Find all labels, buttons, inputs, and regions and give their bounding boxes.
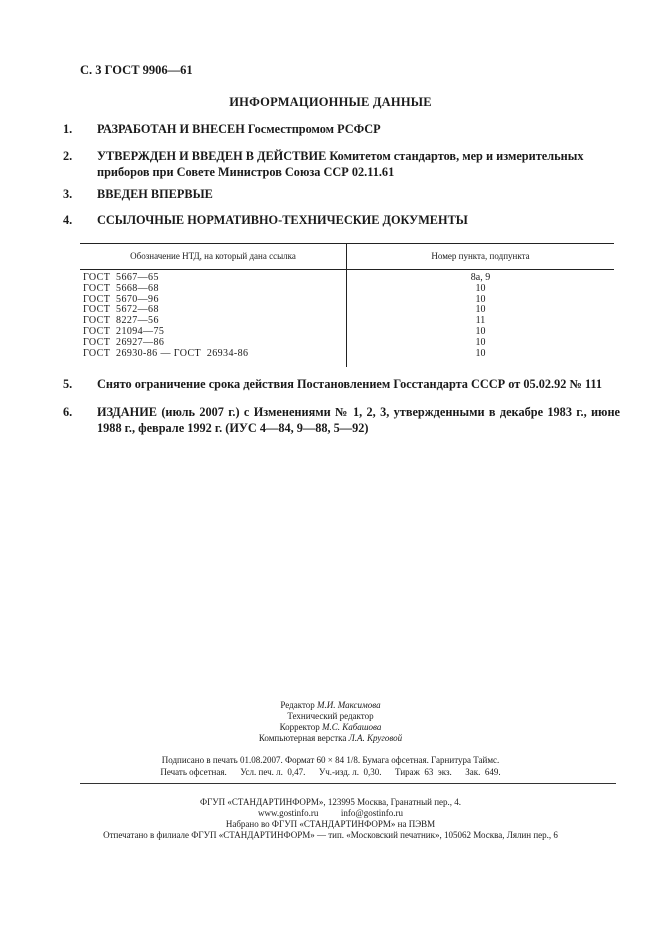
table-cell-clause: 10 (475, 325, 486, 337)
credit-line (0, 711, 661, 722)
credit-name: М.С. Кабашова (321, 722, 382, 732)
item-number: 5. (63, 377, 73, 391)
table-cell-designation: ГОСТ 5672—68 (83, 304, 159, 316)
item-text: Снято ограничение срока действия Постановлением Госстандарта СССР от 05.02.92 № 111 (97, 377, 602, 391)
table-top-rule (80, 243, 614, 244)
info-item-4 (63, 212, 620, 228)
credit-name: Л.А. Круговой (348, 733, 403, 743)
table-cell-clause: 11 (475, 315, 486, 327)
table-cell-designation: ГОСТ 5667—65 (83, 272, 159, 283)
info-item-1 (63, 121, 620, 137)
credit-role: Редактор (280, 700, 318, 710)
item-number: 6. (63, 405, 73, 419)
table-body (80, 273, 614, 359)
table-header-designation: Обозначение НТД, на который дана ссылка (130, 251, 296, 261)
footer-divider (80, 783, 616, 784)
table-cell-designation: ГОСТ 8227—56 (83, 315, 159, 327)
table-cell-designation: ГОСТ 26930-86 — ГОСТ 26934-86 (83, 347, 249, 359)
credit-line (0, 733, 661, 744)
table-header-clause: Номер пункта, подпункта (431, 251, 530, 261)
credit-role: Корректор (279, 722, 322, 732)
table-cell-clause: 10 (475, 347, 486, 359)
publishing-details (0, 754, 661, 778)
item-heading: ИЗДАНИЕ (97, 405, 157, 419)
item-heading: ВВЕДЕН ВПЕРВЫЕ (97, 187, 213, 201)
item-number: 4. (63, 213, 73, 227)
publishing-line: Печать офсетная. Усл. печ. л. 0,47. Уч.-изд. л. 0,30. Тираж 63 экз. Зак. 649. (160, 767, 501, 777)
table-row (80, 305, 614, 316)
footer-line: www.gostinfo.ru info@gostinfo.ru (258, 808, 403, 818)
item-number: 3. (63, 187, 73, 201)
credit-role: Компьютерная верстка (258, 733, 349, 743)
section-title: ИНФОРМАЦИОННЫЕ ДАННЫЕ (229, 95, 432, 109)
credit-line (0, 722, 661, 733)
item-number: 1. (63, 122, 73, 136)
item-heading: ССЫЛОЧНЫЕ НОРМАТИВНО-ТЕХНИЧЕСКИЕ ДОКУМЕНТЫ (97, 213, 468, 227)
credit-line (0, 700, 661, 711)
credit-name: М.И. Максимова (317, 700, 381, 710)
table-cell-clause: 8а, 9 (470, 272, 491, 283)
info-item-2 (63, 148, 620, 180)
footer-line: Набрано во ФГУП «СТАНДАРТИНФОРМ» на ПЭВМ (225, 819, 436, 829)
table-row (80, 295, 614, 306)
table-row (80, 349, 614, 360)
item-text: (июль 2007 г.) с Изменениями № 1, 2, 3, утвержденными в декабре 1983 г., июне 1988 г., феврале 1992 г. (ИУС 4—84, 9—88, 5—92) (97, 405, 620, 435)
editorial-credits (0, 700, 661, 744)
table-row (80, 338, 614, 349)
footer-line: ФГУП «СТАНДАРТИНФОРМ», 123995 Москва, Гранатный пер., 4. (199, 797, 462, 807)
info-item-5 (63, 376, 620, 392)
info-item-3 (63, 186, 620, 202)
footer-line: Отпечатано в филиале ФГУП «СТАНДАРТИНФОРМ» — тип. «Московский печатник», 105062 Москва, Лялин пер., 6 (103, 830, 558, 840)
credit-role: Технический редактор (287, 711, 374, 721)
item-heading: РАЗРАБОТАН И ВНЕСЕН (97, 122, 245, 136)
info-item-6 (63, 404, 620, 436)
table-row (80, 284, 614, 295)
reference-documents-table (80, 243, 614, 367)
table-cell-clause: 10 (475, 282, 486, 294)
table-cell-designation: ГОСТ 5670—96 (83, 293, 159, 305)
item-heading: УТВЕРЖДЕН И ВВЕДЕН В ДЕЙСТВИЕ (97, 149, 327, 163)
publishing-line: Подписано в печать 01.08.2007. Формат 60 × 84 1/8. Бумага офсетная. Гарнитура Таймс. (161, 755, 500, 765)
item-number: 2. (63, 149, 73, 163)
table-cell-clause: 10 (475, 293, 486, 305)
table-cell-clause: 10 (475, 304, 486, 316)
item-text: Комитетом стандартов, мер и измерительных приборов при Совете Министров Союза ССР 02.11.61 (97, 149, 584, 179)
table-cell-designation: ГОСТ 26927—86 (83, 336, 165, 348)
table-cell-designation: ГОСТ 21094—75 (83, 325, 165, 337)
table-header-rule (80, 269, 614, 270)
table-cell-designation: ГОСТ 5668—68 (83, 282, 159, 294)
page-header: С. 3 ГОСТ 9906—61 (80, 63, 193, 77)
table-cell-clause: 10 (475, 336, 486, 348)
table-row (80, 273, 614, 284)
publisher-footer (0, 797, 661, 841)
item-text: Госместпромом РСФСР (244, 122, 381, 136)
